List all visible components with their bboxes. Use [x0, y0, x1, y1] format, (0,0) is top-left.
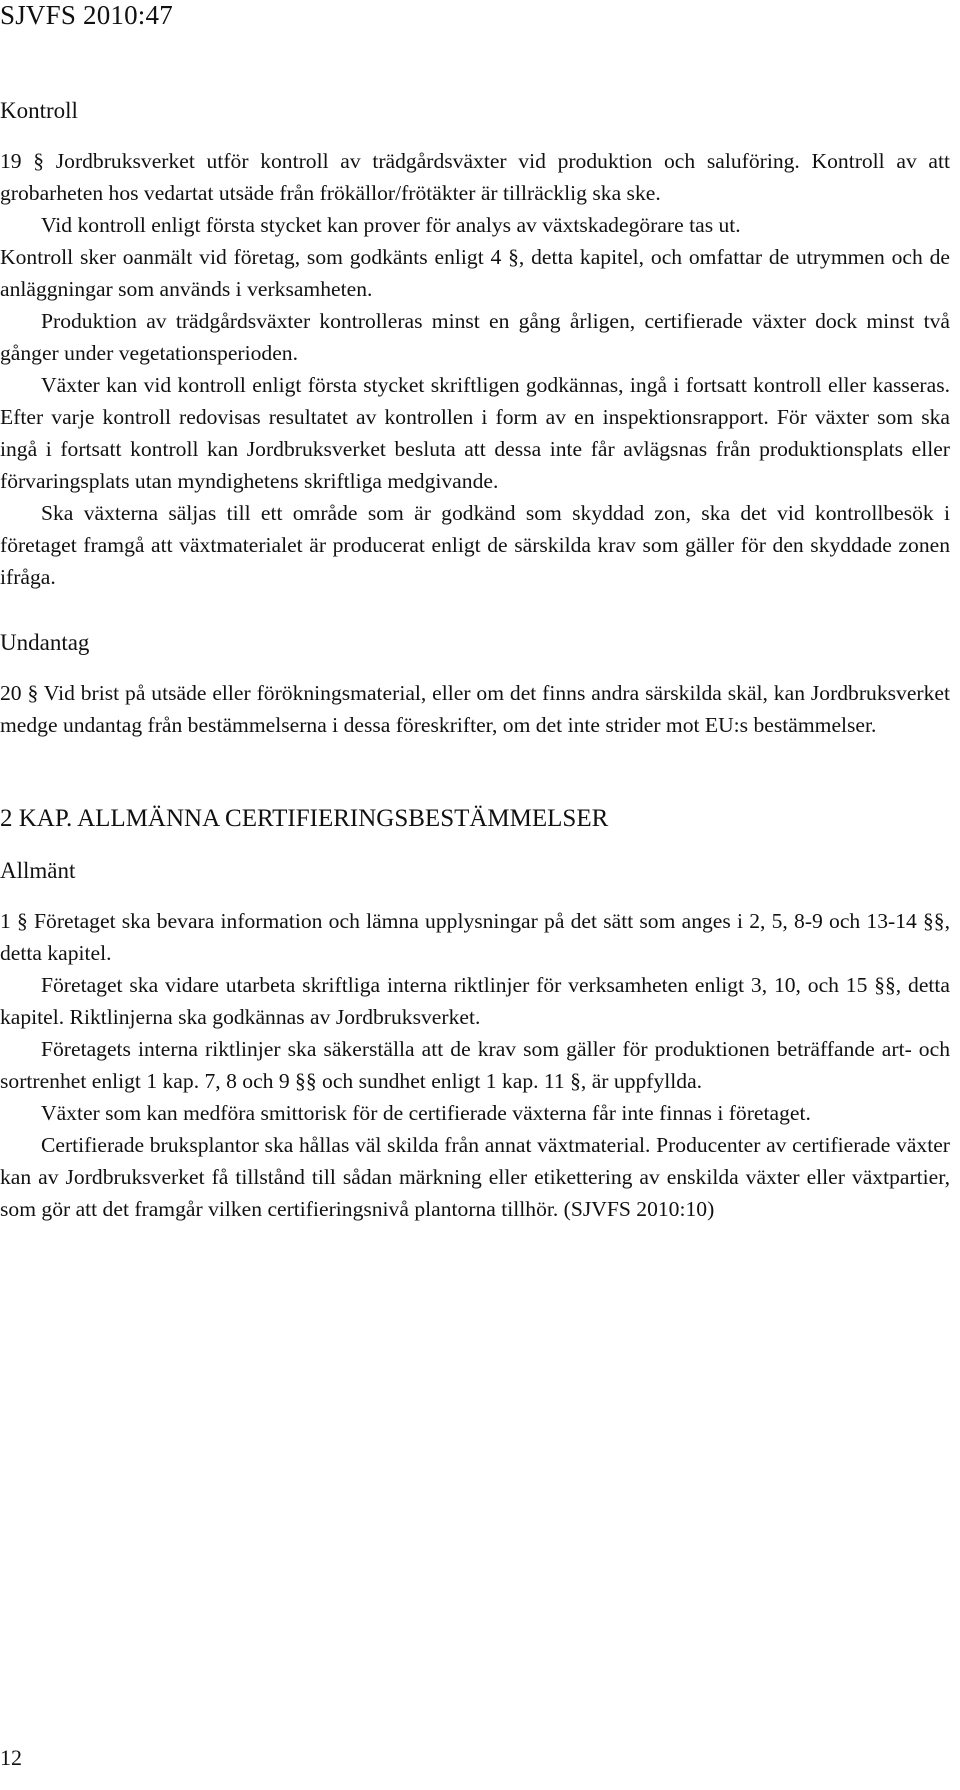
paragraph-20: 20 § Vid brist på utsäde eller förökningsmaterial, eller om det finns andra särskilda skäl, kan Jordbruksverket medge undantag från bestämmelserna i dessa föreskrifter, om det inte strider mot EU:s bestämmelser.	[0, 681, 950, 737]
chapter-2	[0, 803, 950, 1225]
chapter-title: 2 KAP. ALLMÄNNA CERTIFIERINGSBESTÄMMELSER	[0, 805, 609, 832]
section-heading-undantag: Undantag	[0, 630, 90, 655]
paragraph: Vid kontroll enligt första stycket kan prover för analys av växtskadegörare tas ut.	[41, 213, 741, 237]
paragraph: Certifierade bruksplantor ska hållas väl skilda från annat växtmaterial. Producenter av certifierade växter kan av Jordbruksverket få tillstånd till sådan märkning eller etikettering av enskilda växter eller växtpartier, som gör att det framgår vilken certifieringsnivå plantorna tillhör. (SJVFS 2010:10)	[0, 1133, 950, 1221]
paragraph: Kontroll sker oanmält vid företag, som godkänts enligt 4 §, detta kapitel, och omfattar de utrymmen och de anläggningar som används i verksamheten.	[0, 245, 950, 301]
section-undantag	[0, 627, 950, 741]
section-kontroll	[0, 95, 950, 593]
paragraph: Företaget ska vidare utarbeta skriftliga interna riktlinjer för verksamheten enligt 3, 10, och 15 §§, detta kapitel. Riktlinjerna ska godkännas av Jordbruksverket.	[0, 973, 950, 1029]
document-body	[0, 95, 950, 1225]
paragraph: Produktion av trädgårdsväxter kontrolleras minst en gång årligen, certifierade växter dock minst två gånger under vegetationsperioden.	[0, 309, 950, 365]
page-number: 12	[0, 1745, 22, 1770]
paragraph-19: 19 § Jordbruksverket utför kontroll av trädgårdsväxter vid produktion och saluföring. Kontroll av att grobarheten hos vedartat utsäde från frökällor/frötäkter är tillräcklig ska ske.	[0, 149, 950, 205]
section-heading-allmant: Allmänt	[0, 858, 76, 883]
paragraph: Ska växterna säljas till ett område som är godkänd som skyddad zon, ska det vid kontrollbesök i företaget framgå att växtmaterialet är producerat enligt de särskilda krav som gäller för den skyddade zonen ifråga.	[0, 501, 950, 589]
paragraph: Företagets interna riktlinjer ska säkerställa att de krav som gäller för produktionen beträffande art- och sortrenhet enligt 1 kap. 7, 8 och 9 §§ och sundhet enligt 1 kap. 11 §, är uppfyllda.	[0, 1037, 950, 1093]
paragraph-1: 1 § Företaget ska bevara information och lämna upplysningar på det sätt som anges i 2, 5, 8-9 och 13-14 §§, detta kapitel.	[0, 909, 950, 965]
paragraph: Växter som kan medföra smittorisk för de certifierade växterna får inte finnas i företaget.	[41, 1101, 811, 1125]
document-code: SJVFS 2010:47	[0, 0, 173, 30]
paragraph: Växter kan vid kontroll enligt första stycket skriftligen godkännas, ingå i fortsatt kontroll eller kasseras. Efter varje kontroll redovisas resultatet av kontrollen i form av en inspektionsrapport. För växter som ska ingå i fortsatt kontroll kan Jordbruksverket besluta att dessa inte får avlägsnas från produktionsplats eller förvaringsplats utan myndighetens skriftliga medgivande.	[0, 373, 950, 493]
section-heading-kontroll: Kontroll	[0, 98, 78, 123]
